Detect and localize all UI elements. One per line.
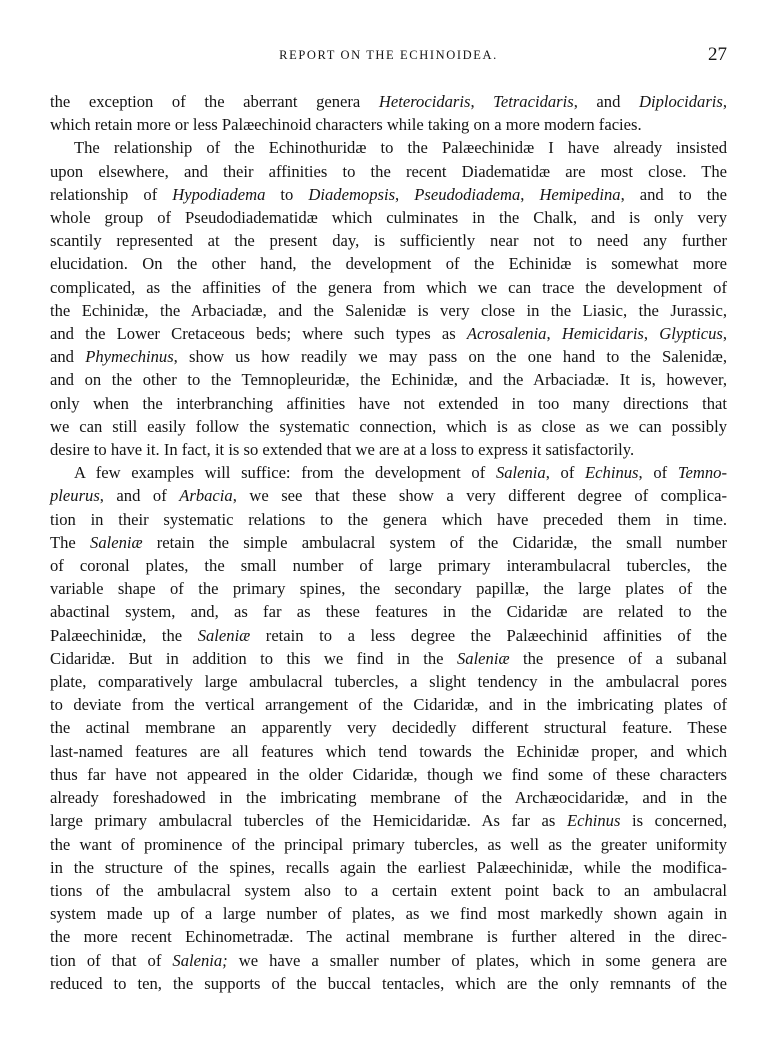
- taxon-name: pleurus: [50, 486, 100, 506]
- text-line: which retain more or less Palæechinoid characters while taking on a more modern facies.: [50, 115, 642, 135]
- text-line: scantily represented at the present day, is sufficiently near not to need any further: [50, 231, 727, 251]
- taxon-name: Saleniæ: [90, 532, 143, 552]
- text-line: plate, comparatively large ambulacral tubercles, a slight tendency in the ambulacral pores: [50, 672, 727, 692]
- text-line: to deviate from the vertical arrangement of the Cidaridæ, and in the imbricating plates of: [50, 695, 727, 715]
- taxon-name: Tetracidaris: [493, 92, 574, 111]
- text-line: the exception of the aberrant genera Heterocidaris, Tetracidaris, and Diplocidaris,: [50, 92, 728, 111]
- text-line: system made up of a large number of plates, as we find most markedly shown again in: [50, 904, 727, 924]
- taxon-name: Hypodiadema: [172, 184, 266, 204]
- taxon-name: Saleniæ: [456, 648, 510, 668]
- paragraph: [50, 136, 727, 461]
- taxon-name: Echinus: [566, 811, 621, 831]
- running-title: REPORT ON THE ECHINOIDEA.: [279, 48, 498, 62]
- text-line: The Saleniæ retain the simple ambulacral system of the Cidaridæ, the small number: [50, 532, 727, 552]
- taxon-name: Acrosalenia: [466, 324, 547, 344]
- text-line: large primary ambulacral tubercles of the Hemicidaridæ. As far as Echinus is concerned,: [50, 811, 727, 831]
- text-line: elucidation. On the other hand, the development of the Echinidæ is somewhat more: [50, 254, 727, 274]
- text-line: tion in their systematic relations to the genera which have preceded them in time.: [50, 509, 727, 529]
- text-line: A few examples will suffice: from the development of Salenia, of Echinus, of Temno-: [74, 463, 727, 483]
- taxon-name: Saleniæ: [197, 625, 251, 645]
- text-line: already foreshadowed in the imbricating membrane of the Archæocidaridæ, and in the: [50, 788, 727, 808]
- text-line: tions of the ambulacral system also to a certain extent point back to an ambulacral: [50, 880, 727, 900]
- body-text: [50, 90, 727, 995]
- text-line: reduced to ten, the supports of the buccal tentacles, which are the only remnants of the: [50, 973, 727, 993]
- taxon-name: Salenia;: [172, 950, 228, 970]
- text-line: thus far have not appeared in the older Cidaridæ, though we find some of these characters: [50, 764, 727, 784]
- text-line: Cidaridæ. But in addition to this we find in the Saleniæ the presence of a subanal: [50, 648, 727, 668]
- text-line: variable shape of the primary spines, the secondary papillæ, the large plates of the: [50, 579, 727, 599]
- page-number: 27: [708, 44, 727, 65]
- paragraph: [50, 90, 727, 136]
- running-header: [50, 44, 727, 68]
- text-line: the actinal membrane an apparently very decidedly different structural feature. These: [50, 718, 727, 738]
- text-line: and the Lower Cretaceous beds; where such types as Acrosalenia, Hemicidaris, Glypticus,: [50, 324, 728, 344]
- text-line: and Phymechinus, show us how readily we may pass on the one hand to the Salenidæ,: [50, 347, 727, 367]
- text-line: abactinal system, and, as far as these features in the Cidaridæ are related to the: [50, 602, 727, 622]
- text-line: and on the other to the Temnopleuridæ, the Echinidæ, and the Arbaciadæ. It is, however,: [50, 370, 727, 390]
- page: [50, 44, 727, 995]
- taxon-name: Heterocidaris: [378, 92, 471, 111]
- text-line: the Echinidæ, the Arbaciadæ, and the Salenidæ is very close in the Liasic, the Jurassic,: [50, 300, 727, 320]
- taxon-name: Hemipedina: [539, 184, 621, 204]
- text-line: whole group of Pseudodiadematidæ which culminates in the Chalk, and is only very: [50, 208, 727, 228]
- text-line: complicated, as the affinities of the genera from which we can trace the development of: [50, 277, 727, 297]
- text-line: relationship of Hypodiadema to Diademopsis, Pseudodiadema, Hemipedina, and to the: [50, 184, 728, 204]
- taxon-name: Salenia: [495, 463, 546, 483]
- text-line: in the structure of the spines, recalls again the earliest Palæechinidæ, while the modifica-: [50, 857, 727, 877]
- text-line: desire to have it. In fact, it is so extended that we are at a loss to express it satisfactorily.: [50, 440, 635, 460]
- text-line: Palæechinidæ, the Saleniæ retain to a less degree the Palæechinid affinities of the: [50, 625, 728, 645]
- text-line: the want of prominence of the principal primary tubercles, as well as the greater uniformity: [50, 834, 727, 854]
- text-line: tion of that of Salenia; we have a smaller number of plates, which in some genera are: [50, 950, 728, 970]
- taxon-name: Temno-: [677, 463, 727, 483]
- text-line: only when the interbranching affinities have not extended in too many directions that: [50, 393, 727, 413]
- text-line: the more recent Echinometradæ. The actinal membrane is further altered in the direc-: [50, 927, 727, 947]
- text-line: we can still easily follow the systematic connection, which is as close as we can possibly: [50, 416, 727, 436]
- taxon-name: Pseudodiadema: [414, 184, 521, 204]
- text-line: The relationship of the Echinothuridæ to the Palæechinidæ I have already insisted: [74, 138, 727, 158]
- taxon-name: Phymechinus: [85, 347, 174, 367]
- taxon-name: Diplocidaris: [638, 92, 723, 111]
- paragraph: [50, 461, 727, 995]
- text-line: upon elsewhere, and their affinities to the recent Diadematidæ are most close. The: [50, 161, 727, 181]
- taxon-name: Hemicidaris: [561, 324, 644, 344]
- taxon-name: Echinus: [585, 463, 639, 483]
- taxon-name: Glypticus: [659, 324, 723, 344]
- taxon-name: Arbacia: [179, 486, 233, 506]
- text-line: last-named features are all features which tend towards the Echinidæ proper, and which: [50, 741, 727, 761]
- text-line: pleurus, and of Arbacia, we see that these show a very different degree of complica-: [50, 486, 727, 506]
- text-line: of coronal plates, the small number of large primary interambulacral tubercles, the: [50, 556, 727, 576]
- taxon-name: Diademopsis: [308, 184, 396, 204]
